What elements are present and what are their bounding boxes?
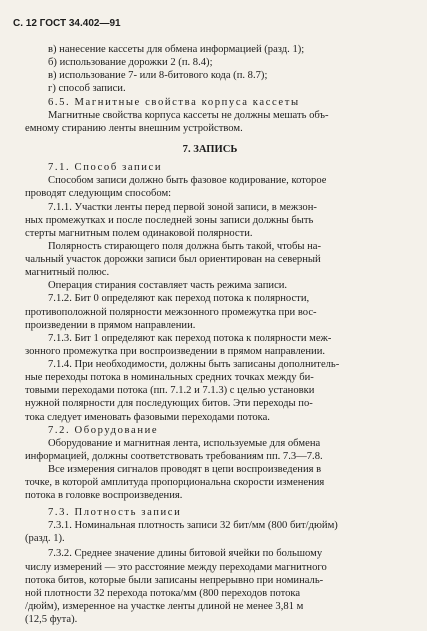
paragraph-line: Оборудование и магнитная лента, используемые для обмена [48,437,321,449]
paragraph-line: 7.1.4. При необходимости, должны быть записаны дополнитель- [48,359,340,370]
paragraph-line: Магнитные свойства корпуса кассеты не должны мешать объ- [48,109,329,121]
list-item: в) использование 7- или 8-битового кода (п. 8.7); [48,70,268,82]
page-header: С. 12 ГОСТ 34.402—91 [13,18,121,29]
paragraph-line: 7.1.3. Бит 1 определяют как переход потока к полярности меж- [48,332,332,344]
paragraph-line: потока в головке воспроизведения. [25,490,183,502]
paragraph-line: (разд. 1). [25,533,65,545]
paragraph-line: противоположной полярности межзонного промежутка при вос- [25,306,317,318]
paragraph-line: Операция стирания составляет часть режима записи. [48,280,288,292]
paragraph-line: магнитный полюс. [25,267,110,279]
paragraph-line: товыми переходами потока (пп. 7.1.2 и 7.1.3) с целью установки [25,385,315,397]
paragraph-line: ные переходы потока в номинальных средних точках между би- [25,372,314,384]
paragraph-line: проводят следующим способом: [25,188,172,200]
paragraph-line: /дюйм), измеренное на участке ленты длиной не менее 3,81 м [25,600,304,612]
paragraph-line: Все измерения сигналов проводят в цепи воспроизведения в [48,464,322,475]
section-heading: 7.3. Плотность записи [48,507,182,519]
paragraph-line: стерты магнитным полем одинаковой полярности. [25,227,253,239]
paragraph-line: ной плотности 32 перехода потока/мм (800 переходов потока [25,587,301,599]
paragraph-line: 7.3.2. Среднее значение длины битовой ячейки по большому [48,548,323,560]
paragraph-line: Способом записи должно быть фазовое кодирование, которое [48,175,327,187]
paragraph-line: точке, в которой амплитуда пропорциональна скорости изменения [25,477,325,489]
section-heading: 6.5. Магнитные свойства корпуса кассеты [48,96,300,108]
paragraph-line: зонного промежутка при воспроизведении в прямом направлении. [25,345,326,357]
paragraph-line: информацией, должны соответствовать требованиям пп. 7.3—7.8. [25,450,323,462]
section-heading: 7.1. Способ записи [48,162,163,174]
paragraph-line: числу измерений — это расстояние между переходами магнитного [25,561,327,573]
paragraph-line: тока следует именовать фазовыми переходами потока. [25,411,270,423]
list-item: б) использование дорожки 2 (п. 8.4); [48,57,213,69]
paragraph-line: чальный участок дорожки записи был ориентирован на северный [25,254,321,265]
list-item: г) способ записи. [48,83,126,95]
paragraph-line: Полярность стирающего поля должна быть такой, чтобы на- [48,240,322,252]
paragraph-line: емному стиранию ленты внешним устройством. [25,122,243,134]
paragraph-line: ных промежутках и после последней зоны записи должны быть [25,214,314,226]
paragraph-line: нужной полярности для последующих битов. Эти переходы по- [25,398,313,410]
chapter-title: 7. ЗАПИСЬ [182,144,238,156]
section-heading: 7.2. Оборудование [48,424,159,436]
paragraph-line: 7.1.1. Участки ленты перед первой зоной записи, в межзон- [48,201,317,213]
paragraph-line: (12,5 фута). [25,614,78,625]
list-item: в) нанесение кассеты для обмена информацией (разд. 1); [48,44,305,55]
paragraph-line: потока битов, которые были записаны непрерывно при номиналь- [25,574,324,586]
paragraph-line: 7.1.2. Бит 0 определяют как переход потока к полярности, [48,293,310,305]
paragraph-line: произведении в прямом направлении. [25,319,196,331]
paragraph-line: 7.3.1. Номинальная плотность записи 32 бит/мм (800 бит/дюйм) [48,520,338,532]
